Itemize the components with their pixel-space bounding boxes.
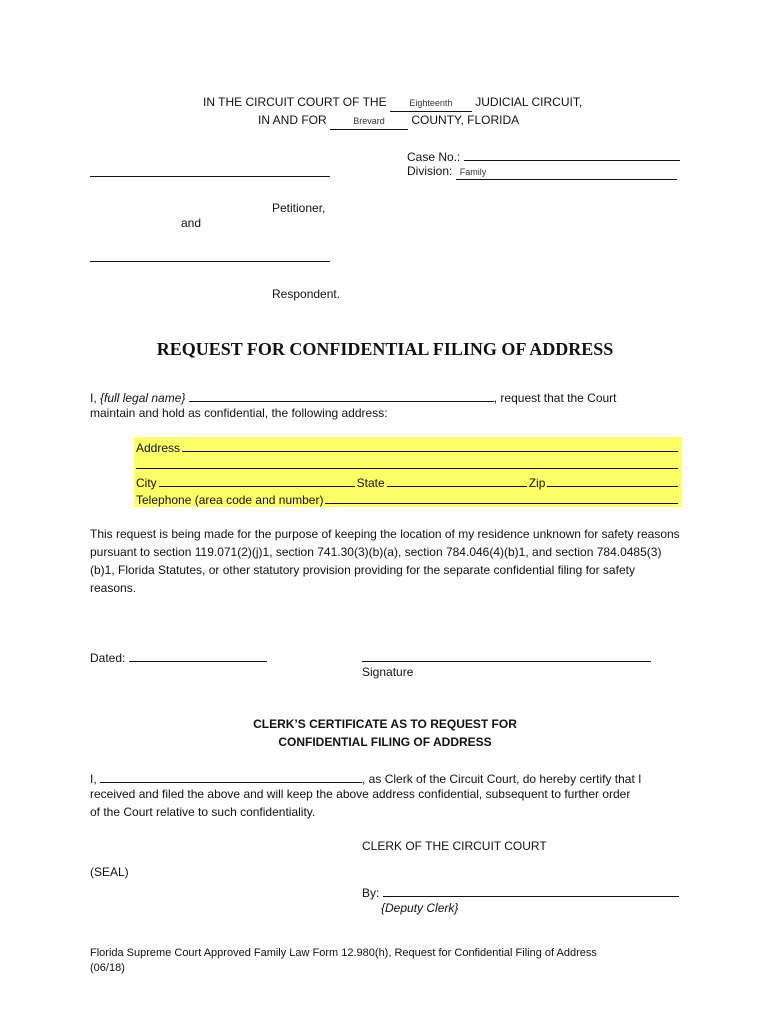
request-line1 <box>90 388 617 405</box>
zip-label: Zip <box>528 476 546 490</box>
by-label: By: <box>362 886 380 900</box>
court-header-line2 <box>258 113 519 130</box>
city-state-zip-row <box>136 473 680 490</box>
deputy-clerk-signature-field[interactable] <box>383 883 679 897</box>
city-label: City <box>136 476 157 490</box>
full-name-field[interactable] <box>189 388 494 402</box>
court-prefix: IN THE CIRCUIT COURT OF THE <box>203 95 387 109</box>
respondent-name-line[interactable] <box>90 261 330 262</box>
petitioner-name-line[interactable] <box>90 176 330 177</box>
circuit-field[interactable] <box>390 98 472 112</box>
respondent-label: Respondent. <box>272 287 341 301</box>
footer-line2: (06/18) <box>90 962 125 974</box>
county-field[interactable] <box>330 116 408 130</box>
address-label: Address <box>136 441 181 455</box>
case-no-row <box>407 147 680 164</box>
purpose-paragraph: This request is being made for the purpose of keeping the location of my residence unknown for safety reasons pursuant to section 119.071(2)(j)1, section 741.30(3)(b)(a), section 784.046(4)(b)1, and section 784.0485(3)(b)1, Florida Statutes, or other statutory provision providing for the separate confidential filing for safety reasons. <box>90 527 680 595</box>
clerk-heading-line1: CLERK’S CERTIFICATE AS TO REQUEST FOR <box>253 717 517 731</box>
telephone-label: Telephone (area code and number) <box>136 493 324 507</box>
state-label: State <box>356 476 385 490</box>
address-field-line2[interactable] <box>136 456 678 469</box>
clerk-name-field[interactable] <box>100 769 362 783</box>
clerk-cert-line1 <box>90 769 641 786</box>
address-field[interactable] <box>182 439 678 452</box>
and-label: and <box>181 216 202 230</box>
deputy-clerk-label: {Deputy Clerk} <box>381 901 459 915</box>
division-label: Division: <box>407 164 453 178</box>
address-row-2 <box>136 455 680 472</box>
clerk-cert-suffix: , as Clerk of the Circuit Court, do hereby certify that I <box>362 772 642 786</box>
telephone-field[interactable] <box>325 491 678 504</box>
zip-field[interactable] <box>547 474 678 487</box>
county-suffix: COUNTY, FLORIDA <box>411 113 520 127</box>
court-header-line1 <box>203 95 582 112</box>
city-field[interactable] <box>159 474 355 487</box>
division-value: Family <box>459 167 487 177</box>
division-field[interactable] <box>456 167 677 180</box>
circuit-suffix: JUDICIAL CIRCUIT, <box>475 95 583 109</box>
clerk-heading-line2: CONFIDENTIAL FILING OF ADDRESS <box>278 735 492 749</box>
petitioner-label: Petitioner, <box>272 201 326 215</box>
county-value: Brevard <box>353 116 385 126</box>
request-suffix: , request that the Court <box>493 391 617 405</box>
signature-label: Signature <box>362 665 414 679</box>
dated-row <box>90 648 267 665</box>
full-name-hint: {full legal name} <box>100 391 186 405</box>
division-row <box>407 164 677 180</box>
dated-label: Dated: <box>90 651 126 665</box>
by-row <box>362 883 679 900</box>
telephone-row <box>136 490 680 507</box>
address-row <box>136 438 680 455</box>
case-no-field[interactable] <box>464 147 680 161</box>
request-line2: maintain and hold as confidential, the following address: <box>90 406 388 420</box>
clerk-cert-line3: of the Court relative to such confidentiality. <box>90 805 316 819</box>
form-title: REQUEST FOR CONFIDENTIAL FILING OF ADDRESS <box>156 339 614 359</box>
footer-line1: Florida Supreme Court Approved Family Law Form 12.980(h), Request for Confidential Filing of Address <box>90 947 597 959</box>
county-prefix: IN AND FOR <box>258 113 327 127</box>
circuit-value: Eighteenth <box>409 98 453 108</box>
signature-line[interactable] <box>362 661 651 662</box>
state-field[interactable] <box>387 474 527 487</box>
request-prefix: I, <box>90 391 97 405</box>
clerk-cert-line2: received and filed the above and will keep the above address confidential, subsequent to further order <box>90 787 631 801</box>
case-no-label: Case No.: <box>407 150 461 164</box>
clerk-cert-prefix: I, <box>90 772 97 786</box>
seal-label: (SEAL) <box>90 865 129 879</box>
date-field[interactable] <box>129 648 267 662</box>
clerk-of-court-label: CLERK OF THE CIRCUIT COURT <box>362 839 547 853</box>
